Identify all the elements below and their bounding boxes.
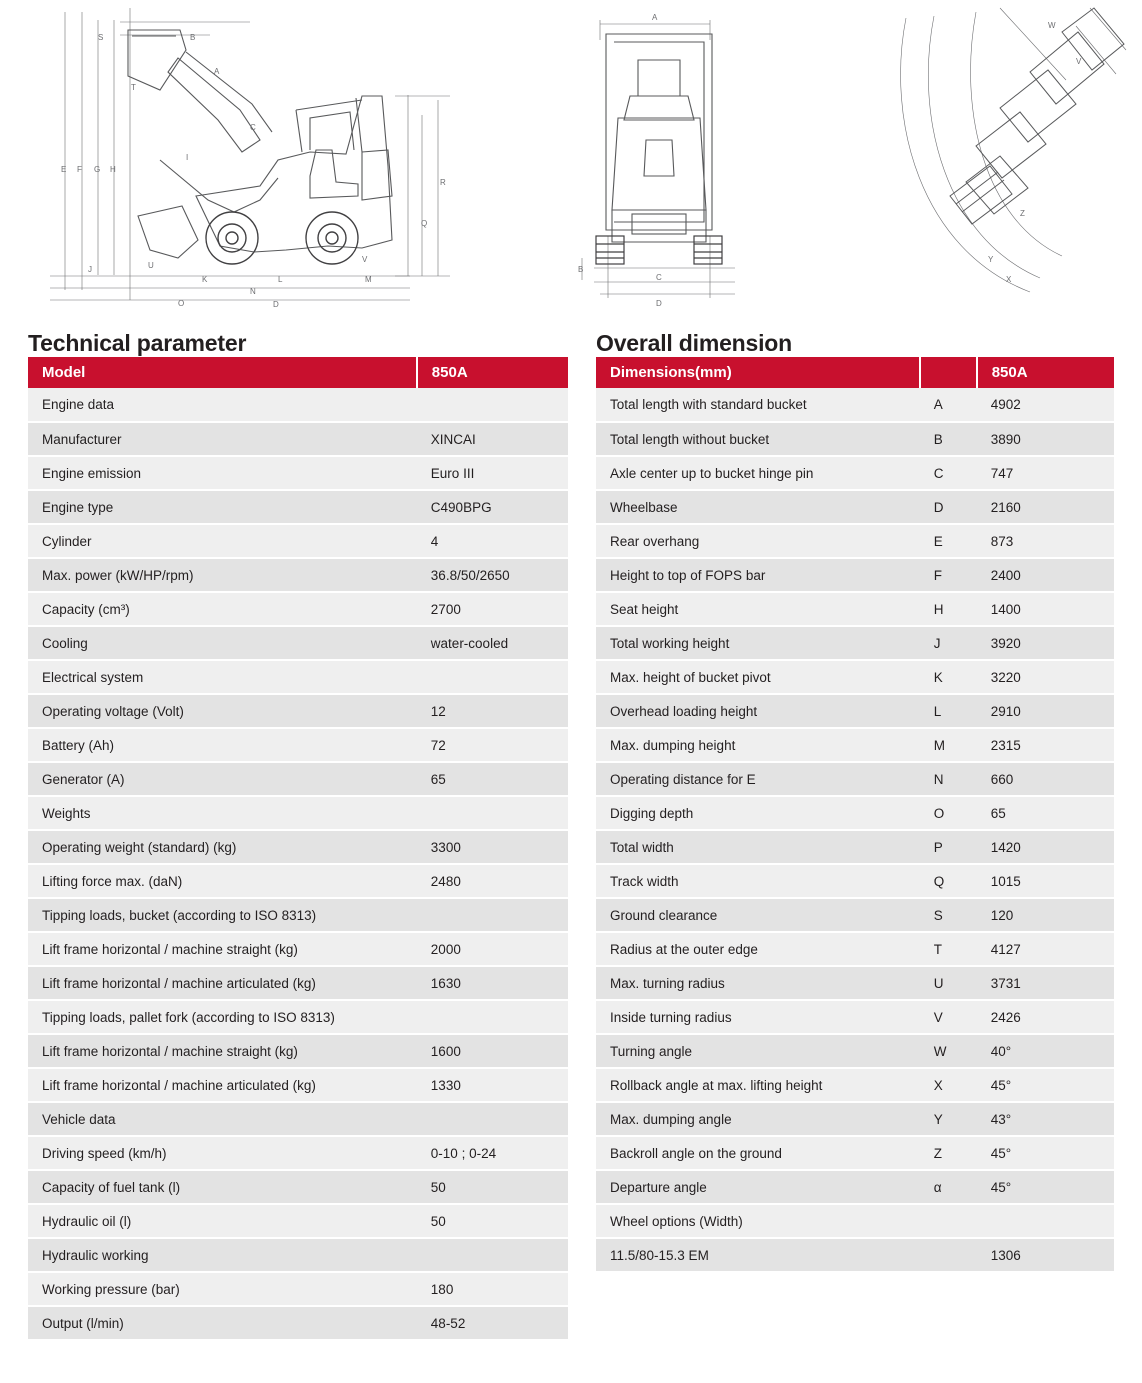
turning-radius-drawing bbox=[880, 0, 1140, 330]
svg-text:B: B bbox=[578, 265, 584, 274]
header-model: Model bbox=[28, 357, 417, 388]
table-row bbox=[596, 898, 1114, 932]
spec-value: 0-10 ; 0-24 bbox=[417, 1136, 568, 1170]
spec-value: 1600 bbox=[417, 1034, 568, 1068]
table-row bbox=[28, 524, 568, 558]
svg-text:C: C bbox=[656, 273, 662, 282]
spec-value: 1330 bbox=[417, 1068, 568, 1102]
dimension-label: Max. dumping height bbox=[596, 728, 920, 762]
svg-text:H: H bbox=[110, 165, 116, 174]
spec-value bbox=[417, 660, 568, 694]
svg-text:S: S bbox=[98, 33, 104, 42]
spec-value: 72 bbox=[417, 728, 568, 762]
dimension-code: P bbox=[920, 830, 977, 864]
overall-dimension-title: Overall dimension bbox=[596, 330, 792, 356]
dimension-label: Total length without bucket bbox=[596, 422, 920, 456]
spec-value: 50 bbox=[417, 1204, 568, 1238]
spec-label: Lifting force max. (daN) bbox=[28, 864, 417, 898]
dimension-label: Max. height of bucket pivot bbox=[596, 660, 920, 694]
dimension-value: 1420 bbox=[977, 830, 1114, 864]
table-row bbox=[596, 1204, 1114, 1238]
table-row bbox=[28, 864, 568, 898]
dimension-label: Total working height bbox=[596, 626, 920, 660]
dimension-label: Ground clearance bbox=[596, 898, 920, 932]
dimension-value: 65 bbox=[977, 796, 1114, 830]
dimension-value: 2315 bbox=[977, 728, 1114, 762]
dimension-code bbox=[920, 1238, 977, 1272]
dimension-label: Total length with standard bucket bbox=[596, 388, 920, 422]
dimension-code: X bbox=[920, 1068, 977, 1102]
table-header-row bbox=[596, 357, 1114, 388]
table-row bbox=[596, 456, 1114, 490]
svg-text:A: A bbox=[214, 67, 220, 76]
spec-label: Driving speed (km/h) bbox=[28, 1136, 417, 1170]
dimension-code: E bbox=[920, 524, 977, 558]
svg-text:L: L bbox=[278, 275, 283, 284]
table-row bbox=[28, 1204, 568, 1238]
dimension-code: O bbox=[920, 796, 977, 830]
table-row bbox=[28, 422, 568, 456]
table-row bbox=[596, 864, 1114, 898]
table-row bbox=[596, 490, 1114, 524]
dimension-label: Radius at the outer edge bbox=[596, 932, 920, 966]
table-row bbox=[28, 830, 568, 864]
dimension-value: 45° bbox=[977, 1068, 1114, 1102]
table-row bbox=[596, 728, 1114, 762]
dimension-label: Max. turning radius bbox=[596, 966, 920, 1000]
dimension-code: T bbox=[920, 932, 977, 966]
table-row bbox=[28, 1000, 568, 1034]
spec-label: Max. power (kW/HP/rpm) bbox=[28, 558, 417, 592]
dimension-value: 3890 bbox=[977, 422, 1114, 456]
dimension-label: Track width bbox=[596, 864, 920, 898]
spec-label: Tipping loads, bucket (according to ISO 8313) bbox=[28, 898, 417, 932]
table-row bbox=[596, 796, 1114, 830]
dimension-label: Inside turning radius bbox=[596, 1000, 920, 1034]
overall-dimension-column bbox=[596, 330, 1114, 1273]
spec-value: 2000 bbox=[417, 932, 568, 966]
svg-text:Z: Z bbox=[1020, 209, 1025, 218]
dimension-code: S bbox=[920, 898, 977, 932]
spec-label: Working pressure (bar) bbox=[28, 1272, 417, 1306]
dimension-code: C bbox=[920, 456, 977, 490]
spec-label: Engine data bbox=[28, 388, 417, 422]
table-row bbox=[28, 694, 568, 728]
table-row bbox=[28, 762, 568, 796]
dimension-label: Backroll angle on the ground bbox=[596, 1136, 920, 1170]
svg-text:Y: Y bbox=[988, 255, 994, 264]
table-row bbox=[28, 796, 568, 830]
svg-text:W: W bbox=[1048, 21, 1056, 30]
table-row bbox=[596, 1000, 1114, 1034]
dimension-label: Overhead loading height bbox=[596, 694, 920, 728]
table-row bbox=[28, 728, 568, 762]
table-row bbox=[28, 558, 568, 592]
spec-value: 65 bbox=[417, 762, 568, 796]
table-row bbox=[596, 558, 1114, 592]
svg-text:V: V bbox=[362, 255, 368, 264]
side-view-drawing bbox=[10, 0, 480, 330]
spec-value: 3300 bbox=[417, 830, 568, 864]
header-model-value: 850A bbox=[977, 357, 1114, 388]
dimension-value: 1306 bbox=[977, 1238, 1114, 1272]
table-row bbox=[596, 660, 1114, 694]
dimension-label: Operating distance for E bbox=[596, 762, 920, 796]
table-row bbox=[28, 1068, 568, 1102]
spec-value: water-cooled bbox=[417, 626, 568, 660]
spec-label: Vehicle data bbox=[28, 1102, 417, 1136]
dimension-code: L bbox=[920, 694, 977, 728]
table-row bbox=[28, 1136, 568, 1170]
dimension-value: 3220 bbox=[977, 660, 1114, 694]
spec-label: Capacity (cm³) bbox=[28, 592, 417, 626]
dimension-code: F bbox=[920, 558, 977, 592]
spec-value bbox=[417, 1238, 568, 1272]
dimension-label: Seat height bbox=[596, 592, 920, 626]
spec-value: 2700 bbox=[417, 592, 568, 626]
table-row bbox=[596, 1102, 1114, 1136]
svg-text:A: A bbox=[652, 13, 658, 22]
svg-text:E: E bbox=[61, 165, 67, 174]
dimension-value: 3920 bbox=[977, 626, 1114, 660]
table-row bbox=[596, 932, 1114, 966]
technical-parameter-title: Technical parameter bbox=[28, 330, 247, 356]
table-row bbox=[28, 490, 568, 524]
table-row bbox=[596, 524, 1114, 558]
spec-label: Output (l/min) bbox=[28, 1306, 417, 1340]
overall-dimension-table bbox=[596, 357, 1114, 1273]
table-row bbox=[28, 1102, 568, 1136]
svg-text:I: I bbox=[186, 153, 189, 162]
spec-label: Tipping loads, pallet fork (according to ISO 8313) bbox=[28, 1000, 417, 1034]
dimension-value: 1400 bbox=[977, 592, 1114, 626]
spec-value: 48-52 bbox=[417, 1306, 568, 1340]
spec-value: 12 bbox=[417, 694, 568, 728]
table-row bbox=[596, 966, 1114, 1000]
dimension-label: Turning angle bbox=[596, 1034, 920, 1068]
technical-parameter-column bbox=[28, 330, 568, 1341]
svg-text:M: M bbox=[365, 275, 372, 284]
dimension-label: Axle center up to bucket hinge pin bbox=[596, 456, 920, 490]
dimension-label: Wheelbase bbox=[596, 490, 920, 524]
svg-text:F: F bbox=[77, 165, 82, 174]
table-row bbox=[596, 694, 1114, 728]
table-row bbox=[28, 626, 568, 660]
spec-label: Lift frame horizontal / machine straight (kg) bbox=[28, 1034, 417, 1068]
spec-value bbox=[417, 898, 568, 932]
dimension-code: M bbox=[920, 728, 977, 762]
svg-text:D: D bbox=[656, 299, 662, 308]
dimension-label: Departure angle bbox=[596, 1170, 920, 1204]
table-row bbox=[596, 422, 1114, 456]
dimension-code: W bbox=[920, 1034, 977, 1068]
dimension-value: 747 bbox=[977, 456, 1114, 490]
svg-text:O: O bbox=[178, 299, 185, 308]
svg-text:T: T bbox=[131, 83, 136, 92]
dimension-code: J bbox=[920, 626, 977, 660]
table-row bbox=[28, 1034, 568, 1068]
table-row bbox=[28, 1170, 568, 1204]
spec-value: XINCAI bbox=[417, 422, 568, 456]
technical-drawings bbox=[0, 0, 1142, 330]
dimension-value: 2910 bbox=[977, 694, 1114, 728]
spec-value: 4 bbox=[417, 524, 568, 558]
dimension-code: B bbox=[920, 422, 977, 456]
spec-value: C490BPG bbox=[417, 490, 568, 524]
spec-label: Operating voltage (Volt) bbox=[28, 694, 417, 728]
spec-value: 2480 bbox=[417, 864, 568, 898]
table-row bbox=[28, 898, 568, 932]
dimension-label: 11.5/80-15.3 EM bbox=[596, 1238, 920, 1272]
spec-label: Hydraulic oil (l) bbox=[28, 1204, 417, 1238]
dimension-value: 4902 bbox=[977, 388, 1114, 422]
dimension-label: Digging depth bbox=[596, 796, 920, 830]
spec-label: Weights bbox=[28, 796, 417, 830]
table-row bbox=[596, 1068, 1114, 1102]
svg-text:V: V bbox=[1076, 57, 1082, 66]
dimension-label: Wheel options (Width) bbox=[596, 1204, 920, 1238]
spec-label: Engine type bbox=[28, 490, 417, 524]
svg-text:K: K bbox=[202, 275, 208, 284]
table-row bbox=[596, 626, 1114, 660]
spec-label: Cylinder bbox=[28, 524, 417, 558]
spec-label: Battery (Ah) bbox=[28, 728, 417, 762]
dimension-value: 40° bbox=[977, 1034, 1114, 1068]
header-dimensions: Dimensions(mm) bbox=[596, 357, 920, 388]
spec-value: 1630 bbox=[417, 966, 568, 1000]
spec-label: Lift frame horizontal / machine straight (kg) bbox=[28, 932, 417, 966]
header-dimension-code bbox=[920, 357, 977, 388]
table-row bbox=[596, 1170, 1114, 1204]
dimension-value: 1015 bbox=[977, 864, 1114, 898]
dimension-code: V bbox=[920, 1000, 977, 1034]
svg-text:C: C bbox=[250, 123, 256, 132]
dimension-value: 2160 bbox=[977, 490, 1114, 524]
spec-value: 36.8/50/2650 bbox=[417, 558, 568, 592]
dimension-value: 43° bbox=[977, 1102, 1114, 1136]
svg-text:N: N bbox=[250, 287, 256, 296]
table-header-row bbox=[28, 357, 568, 388]
dimension-code: H bbox=[920, 592, 977, 626]
dimension-value: 873 bbox=[977, 524, 1114, 558]
svg-text:Q: Q bbox=[421, 219, 428, 228]
dimension-value: 4127 bbox=[977, 932, 1114, 966]
table-row bbox=[596, 1238, 1114, 1272]
table-row bbox=[596, 1136, 1114, 1170]
table-row bbox=[28, 592, 568, 626]
technical-parameter-table bbox=[28, 357, 568, 1341]
dimension-value: 120 bbox=[977, 898, 1114, 932]
table-row bbox=[28, 1306, 568, 1340]
dimension-code: Z bbox=[920, 1136, 977, 1170]
svg-text:R: R bbox=[440, 178, 446, 187]
dimension-code: N bbox=[920, 762, 977, 796]
table-row bbox=[28, 660, 568, 694]
spec-value: 180 bbox=[417, 1272, 568, 1306]
spec-label: Operating weight (standard) (kg) bbox=[28, 830, 417, 864]
dimension-code: α bbox=[920, 1170, 977, 1204]
dimension-value: 45° bbox=[977, 1170, 1114, 1204]
table-row bbox=[596, 762, 1114, 796]
table-row bbox=[28, 456, 568, 490]
spec-label: Manufacturer bbox=[28, 422, 417, 456]
spec-label: Capacity of fuel tank (l) bbox=[28, 1170, 417, 1204]
table-row bbox=[596, 830, 1114, 864]
dimension-label: Total width bbox=[596, 830, 920, 864]
spec-label: Cooling bbox=[28, 626, 417, 660]
spec-value bbox=[417, 1102, 568, 1136]
spec-label: Lift frame horizontal / machine articulated (kg) bbox=[28, 1068, 417, 1102]
dimension-code: Q bbox=[920, 864, 977, 898]
dimension-value bbox=[977, 1204, 1114, 1238]
spec-value: Euro III bbox=[417, 456, 568, 490]
table-row bbox=[28, 1238, 568, 1272]
svg-text:X: X bbox=[1006, 275, 1012, 284]
dimension-label: Rollback angle at max. lifting height bbox=[596, 1068, 920, 1102]
dimension-value: 45° bbox=[977, 1136, 1114, 1170]
svg-text:G: G bbox=[94, 165, 101, 174]
spec-label: Lift frame horizontal / machine articulated (kg) bbox=[28, 966, 417, 1000]
dimension-value: 660 bbox=[977, 762, 1114, 796]
dimension-code: U bbox=[920, 966, 977, 1000]
dimension-value: 2426 bbox=[977, 1000, 1114, 1034]
svg-text:U: U bbox=[148, 261, 154, 270]
dimension-label: Height to top of FOPS bar bbox=[596, 558, 920, 592]
table-row bbox=[28, 966, 568, 1000]
svg-text:J: J bbox=[88, 265, 92, 274]
spec-value bbox=[417, 1000, 568, 1034]
spec-label: Hydraulic working bbox=[28, 1238, 417, 1272]
dimension-label: Rear overhang bbox=[596, 524, 920, 558]
spec-value bbox=[417, 796, 568, 830]
front-view-drawing bbox=[560, 0, 760, 330]
spec-value bbox=[417, 388, 568, 422]
spec-value: 50 bbox=[417, 1170, 568, 1204]
dimension-code: K bbox=[920, 660, 977, 694]
svg-text:D: D bbox=[273, 300, 279, 309]
table-row bbox=[596, 1034, 1114, 1068]
svg-text:B: B bbox=[190, 33, 196, 42]
dimension-code: D bbox=[920, 490, 977, 524]
table-row bbox=[28, 932, 568, 966]
dimension-label: Max. dumping angle bbox=[596, 1102, 920, 1136]
dimension-value: 3731 bbox=[977, 966, 1114, 1000]
dimension-code bbox=[920, 1204, 977, 1238]
table-row bbox=[28, 1272, 568, 1306]
header-model-value: 850A bbox=[417, 357, 568, 388]
table-row bbox=[596, 592, 1114, 626]
dimension-code: A bbox=[920, 388, 977, 422]
spec-label: Electrical system bbox=[28, 660, 417, 694]
spec-label: Generator (A) bbox=[28, 762, 417, 796]
table-row bbox=[596, 388, 1114, 422]
table-row bbox=[28, 388, 568, 422]
dimension-value: 2400 bbox=[977, 558, 1114, 592]
dimension-code: Y bbox=[920, 1102, 977, 1136]
spec-label: Engine emission bbox=[28, 456, 417, 490]
